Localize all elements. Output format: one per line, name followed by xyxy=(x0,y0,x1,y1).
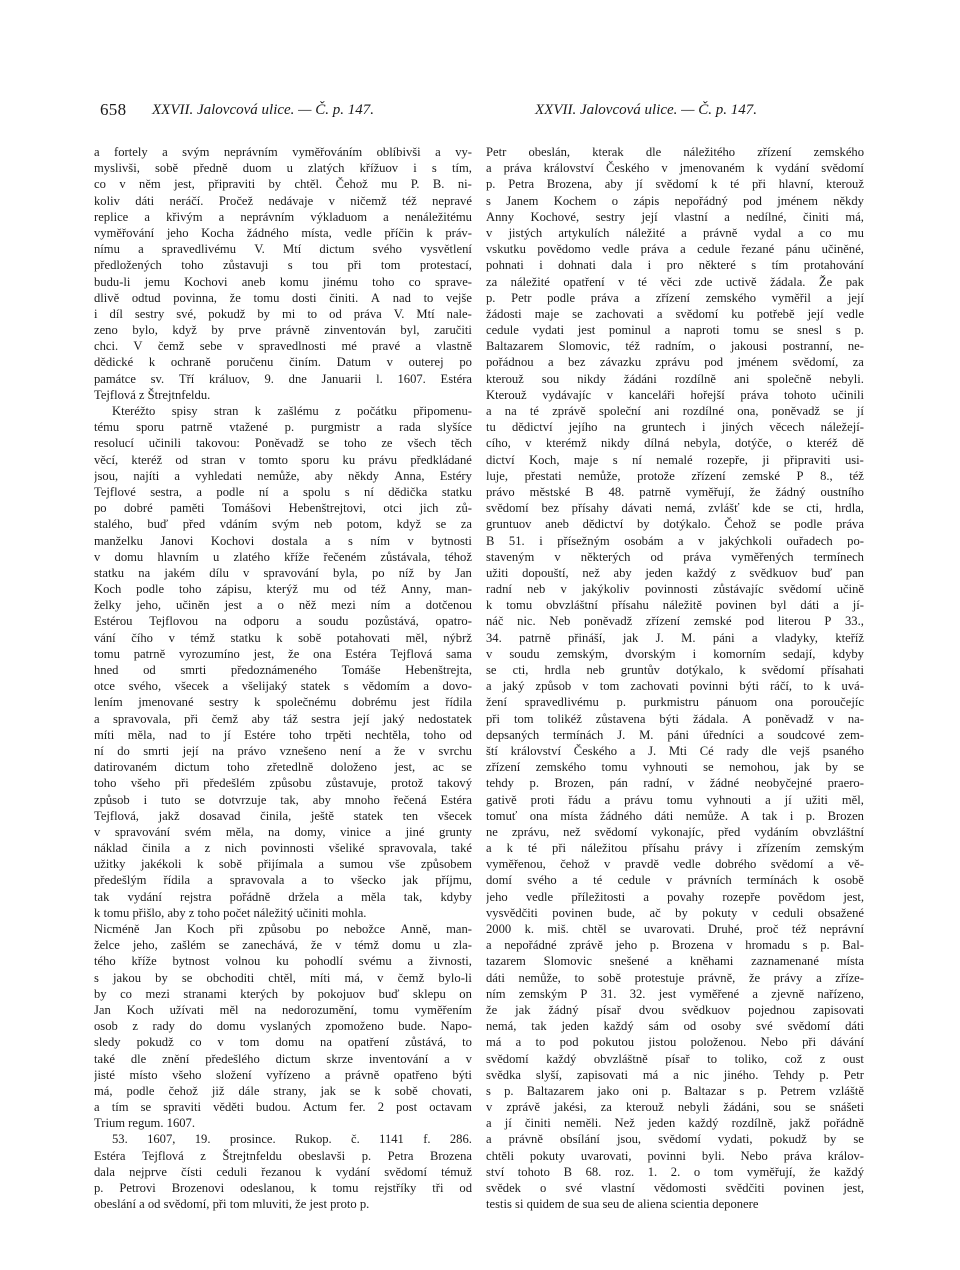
text-line: manželku Janovi Kochovi dostala a s ním v bytnosti xyxy=(94,533,472,548)
text-line: Nicméně Jan Koch při způsobu po nebožce Anně, man- xyxy=(94,922,472,936)
text-line: jisté místo všeho složení vyřízeno a právně opatřeno býti xyxy=(94,1067,472,1082)
text-line: a práva království Českého v jmenovaném k vydání svědomí xyxy=(486,161,864,176)
text-line: želce jeho, zašlém se zanechává, že v témž domu u zla- xyxy=(94,938,472,953)
text-line: 2000 k. miš. chtěl se uvarovati. Druhé, proč též neprávní xyxy=(486,922,864,936)
text-line: dala nejprve čísti ceduli řezanou k vydání svědomí témuž xyxy=(94,1164,472,1179)
running-title-right: XXVII. Jalovcová ulice. — Č. p. 147. xyxy=(535,102,758,118)
text-line: cího, v kterémž nikdy dílná nebyla, dotýče, o kteréž dě xyxy=(486,436,864,451)
text-line: se cti, hrdla neb gruntův dotýkalo, k svědomí přísahati xyxy=(486,663,864,677)
text-line: ství tohoto B 68. roz. 1. 2. o tom vyměřují, že každý xyxy=(486,1164,864,1179)
text-line: 34. patrně přináší, jak J. M. páni a vladyky, kteříž xyxy=(486,630,864,645)
text-line: věcí, kteréž od stran v tomto sporu ku právu předkládané xyxy=(94,452,472,467)
text-line: právo městské B 48. patrně vyměřují, že žádný oustního xyxy=(486,484,864,499)
text-line: Petr obeslán, kterak dle náležitého zřízení zemského xyxy=(486,145,864,159)
text-line: při tom tolikéž zůstavena býti žádala. A poněvadž v na- xyxy=(486,711,864,726)
text-line: žádosti maje se zachovati a svědomí ku potřebě její vedle xyxy=(486,306,864,321)
text-line: kterouž sou nikdy žádáni rozdílně ani společně nebyli. xyxy=(486,371,864,386)
text-line: za náležité opatření v té věci zde uctivě žádala. Že pak xyxy=(486,274,864,289)
text-line: B 51. i přísežným osobám a v jakýchkoli ouřadech po- xyxy=(486,533,864,548)
text-line: žení spravedlivému p. purkmistru pánuom ona poroučejíc xyxy=(486,695,864,710)
text-line: s Janem Kochem o zápis nepořádný pod jménem někdy xyxy=(486,193,864,208)
text-line: tu dědictví jejího na gruntech i jiných věcech náležejí- xyxy=(486,420,864,435)
text-line: po dobré paměti Tomášovi Hebenštrejtovi, otci jich zů- xyxy=(94,501,472,516)
text-line: by co mezi stranami kterých by pokojuov buď sklepu on xyxy=(94,986,472,1001)
text-line: jeho vedle příležitosti a povahy rozepře povědom jest, xyxy=(486,889,864,904)
text-line: tak vydání rejstra pořádně držela a měla tak, kdyby xyxy=(94,889,472,904)
text-line: vskutku povědomo vedle práva a cedule řezané pánu učiněné, xyxy=(486,242,864,257)
text-line: k tomu obvzláštní přísahu náležitě povinen byl dáti a jí- xyxy=(486,598,864,613)
text-line: s p. Baltazarem jako oni p. Baltazar s p. Petrem vzláště xyxy=(486,1083,864,1098)
text-line: zřízení zemského tomu vyhnouti se nemohou, jak by se xyxy=(486,760,864,775)
text-line: užitky jakékoli k sobě přijímala a sumou vše způsobem xyxy=(94,857,472,872)
text-line: Baltazarem Slomovic, též radním, o jakousi postranní, ne- xyxy=(486,339,864,354)
text-line: užiti dopouští, než aby jeden každý z svědkuov buď pan xyxy=(486,565,864,580)
page-header xyxy=(0,100,960,130)
text-line: v domu hlavním u zlatého kříže řečeném zůstávala, téhož xyxy=(94,549,472,564)
text-line: lením jmenované sestry k společnému dobrému jest řídila xyxy=(94,695,472,710)
text-line: svědka slyší, zapisovati má a nic jiného. Tehdy p. Petr xyxy=(486,1067,864,1082)
text-line: nímu a spravedlivému V. Mtí dictum svého vysvětlení xyxy=(94,242,472,257)
text-line: dáti nemůže, to sobě protestuje právně, že právy a zříze- xyxy=(486,970,864,985)
text-line: způsob i tuto se dotvrzuje tak, aby mnoho řečená Estéra xyxy=(94,792,472,807)
text-line: želky jeho, učiněn jest a o něž mezi ním a dotčenou xyxy=(94,598,472,613)
text-line: má a to pod pokutou jistou položenou. Nebo při dávání xyxy=(486,1035,864,1050)
text-line: Estérou Tejflovou na odporu a soudu pozůstává, opatro- xyxy=(94,614,472,629)
text-line: zeno bylo, když by prve právně zinventován byl, zaručiti xyxy=(94,323,472,338)
text-line: a spravovala, při čemž aby táž sestra její jaký nedostatek xyxy=(94,711,472,726)
text-line: Kterouž vydávajíc v kanceláři hořejší práva tohoto učinili xyxy=(486,387,864,402)
text-line: co v něm jest, připraviti by chtěl. Čehož mu P. B. ni- xyxy=(94,177,472,192)
text-line: svědek o své vlastní vědomosti svědčiti povinen jest, xyxy=(486,1181,864,1195)
text-line: statku na jakém dílu v spravování byla, po níž by Jan xyxy=(94,565,472,580)
text-line: Koch podle toho zápisu, kterýž mu od též Anny, man- xyxy=(94,582,472,597)
text-line: nemá, tak jeden každý sám od osoby své svědomí dáti xyxy=(486,1019,864,1034)
text-line: vyměřenou, čehož v pravdě vedle dobrého svědomí a vě- xyxy=(486,857,864,872)
text-line: budu-li jemu Kochovi aneb komu jinému toho co sprave- xyxy=(94,274,472,289)
running-title-left: XXVII. Jalovcová ulice. — Č. p. 147. xyxy=(152,102,375,118)
text-line: že jak žádný písař dvou svědkuov pojednou zapisovati xyxy=(486,1002,864,1017)
text-line: tomu patrně vyrozumíno jest, že ona Estéra Tejflová sama xyxy=(94,646,472,661)
text-line: má, podle čehož již dále strany, jak se k sobě chovati, xyxy=(94,1083,472,1098)
text-line: 53. 1607, 19. prosince. Rukop. č. 1141 f. 286. xyxy=(112,1132,472,1147)
text-line: tému sporu patrně vtažené p. purgmistr a rada slyšíce xyxy=(94,420,472,435)
text-line: Kteréžto spisy stran k zašlému z počátku připomenu- xyxy=(112,404,472,418)
text-line: pořádnou a bez závazku zprávu pod jménem svědomí, za xyxy=(486,355,864,370)
text-line: osob z rady do domu vyslaných zpomoženo bude. Napo- xyxy=(94,1019,472,1034)
text-line: radní neb v jakýkoliv povinnosti zůstávajíc svědomí učině xyxy=(486,582,864,597)
text-line: náklad činila a z nich povinnosti všeliké spravovala, také xyxy=(94,841,472,856)
text-line: míti měla, nad to jí Estére toho trpěti nechtěla, toho od xyxy=(94,727,472,742)
text-line: předešlým řídila a spravovala a to všecko jak příjmu, xyxy=(94,873,472,888)
text-line: svědomí každý obvzláštně písař to toliko, což z oust xyxy=(486,1051,864,1066)
text-line: p. Petrovi Brozenovi odeslanou, k tomu rejstříky tři od xyxy=(94,1181,472,1195)
text-line: vání čího v témž statku k sobě potahovati měl, nýbrž xyxy=(94,630,472,645)
text-line: a na té zprávě společní ani rozdílné ona, poněvadž se jí xyxy=(486,404,864,418)
text-line: replice a křivým a neprávním výkladuom a nenáležitému xyxy=(94,209,472,224)
text-line: tého kříže bytnost volnou ku pohodlí svému a živnosti, xyxy=(94,954,472,969)
text-line: Tejflová, jakž dosavad činila, ještě statek ten všecek xyxy=(94,808,472,823)
text-line: Estéra Tejflová z Štrejtnfeldu obeslavši p. Petra Brozena xyxy=(94,1148,472,1163)
text-line: obeslání a od svědomí, při tom mluviti, že jest proto p. xyxy=(94,1197,370,1212)
text-line: luje, přestati nemůže, protože zřízení zemské P 8., též xyxy=(486,468,864,483)
text-line: a k té při náležitou přísahu právy i zřízením zemským xyxy=(486,841,864,856)
text-line: tomuť ona místa žádného dáti nemůže. A tak i p. Brozen xyxy=(486,808,864,823)
text-line: chtěli pokuty uvarovati, povinni byli. Nebo práva králov- xyxy=(486,1148,864,1163)
text-line: a tím se spraviti věděti budou. Actum fer. 2 post octavam xyxy=(94,1100,472,1115)
text-line: tehdy p. Brozen, pán radní, v žádné neobyčejné praero- xyxy=(486,776,864,791)
text-line: i díl sestry své, pokudž by mi to od práva V. Mtí nale- xyxy=(94,306,472,321)
text-line: resolucí učinili takovou: Poněvadž se toho ze všech těch xyxy=(94,436,472,451)
text-line: v jistých artykulích náležité a právně vydal a co mu xyxy=(486,225,864,240)
text-line: náč nic. Neb poněvadž zřízení zemské pod literou P 33., xyxy=(486,614,864,629)
page-number: 658 xyxy=(100,100,127,119)
text-line: s jakou by se obchoditi chtěl, míti má, v čemž bylo-li xyxy=(94,970,472,985)
text-line: koliv dáti neráčí. Pročež nedávaje v ničemž též nepravé xyxy=(94,193,472,208)
text-line: ním zemským P 31. 32. jest vyměřené a zjevně nařízeno, xyxy=(486,986,864,1001)
text-line: domí svého a té cedule v právních termínách k osobě xyxy=(486,873,864,888)
right-text-column xyxy=(486,144,864,1212)
text-line: a fortely a svým neprávním vyměřováním oblíbivši a vy- xyxy=(94,145,472,159)
text-line: památce sv. Tří králuov, 9. dne Januarii l. 1607. Estéra xyxy=(94,371,472,386)
text-line: pohnati i dohnati dala i pro některé s tím protahování xyxy=(486,258,864,273)
text-line: chci. V čemž sebe v spravedlnosti mé pravé a vlastně xyxy=(94,339,472,354)
text-line: testis si quidem de sua seu de aliena scientia deponere xyxy=(486,1197,759,1212)
text-line: dlivě odtud povinna, že tomu dosti činiti. A nad to vejše xyxy=(94,290,472,305)
text-line: Trium regum. 1607. xyxy=(94,1116,195,1131)
text-line: Anny Kochové, sestry její vlastní a nedílné, činiti má, xyxy=(486,209,864,224)
text-line: sledy pokudž co v tom domu na opatření zůstává, to xyxy=(94,1035,472,1050)
text-line: předložených toho zůstavuji s tou při tom protestací, xyxy=(94,258,472,273)
text-line: Tejflové sestra, a podle ní a spolu s ní dědička statku xyxy=(94,484,472,499)
text-line: staveným v některých od práva vyměřených termínech xyxy=(486,549,864,564)
text-line: vyměřování jeho Kocha žádného místa, vedle příčin k práv- xyxy=(94,225,472,240)
text-line: toho všeho při předešlém způsobu zůstavuje, protož takový xyxy=(94,776,472,791)
text-line: ští království Českého a J. Mti Cé rady dle vejš psaného xyxy=(486,743,864,758)
text-line: Tejflová z Štrejtnfeldu. xyxy=(94,387,211,402)
text-line: dictví Koch, maje s ní nemalé rozepře, ji připraviti usi- xyxy=(486,452,864,467)
text-line: k tomu přišlo, aby z toho počet náležitý učiniti mohla. xyxy=(94,905,367,920)
text-line: depsaných termínách J. M. páni úředníci a soudcové zem- xyxy=(486,727,864,742)
text-line: a jaký způsob v tom zachovati povinni býti ráčí, to k uvá- xyxy=(486,679,864,694)
text-line: myslivši, sobě předně duom u zlatých křížuov i s tím, xyxy=(94,161,472,176)
text-line: také dle znění předešlého dictum skrze inventování a v xyxy=(94,1051,472,1066)
text-line: gativě proti řádu a právu tomu vyhnouti a jí užiti měl, xyxy=(486,792,864,807)
text-line: p. Petra Brozena, aby jí svědomí k té při hlavní, kterouž xyxy=(486,177,864,192)
text-line: ne zprávu, než svědomí vykonajíc, před vydáním obvzláštní xyxy=(486,824,864,839)
text-line: stalého, buď před vdáním svým neb potom, když se za xyxy=(94,517,472,532)
text-line: datirovaném dictum toho zřetedlně doloženo jest, ac se xyxy=(94,760,472,775)
text-line: cedule vydati jest pominul a naproti tomu se snesl s p. xyxy=(486,323,864,338)
text-line: tazarem Slomovic snešené a kněhami zaznamenané místa xyxy=(486,954,864,969)
text-line: otce svého, všecek a všelijaký statek s vědomím a dovo- xyxy=(94,679,472,694)
text-line: dědické k ochraně poručenu činím. Datum v outerej po xyxy=(94,355,472,370)
text-line: gruntuov aneb dědictví by dotýkalo. Čehož se podle práva xyxy=(486,517,864,532)
text-line: v zprávě jakési, za kterouž nebyli žádáni, sou se snášeti xyxy=(486,1100,864,1115)
text-line: hned od smrti předoznámeného Tomáše Hebenštrejta, xyxy=(94,663,472,677)
text-line: v soudu zemským, dvorským i komorním sedají, kdyby xyxy=(486,646,864,661)
text-line: a jí činiti neměli. Než jeden každý rozdílně, jakž pořádně xyxy=(486,1116,864,1131)
text-line: Jan Koch užívati měl na nedorozumění, tomu vyměřením xyxy=(94,1002,472,1017)
text-line: svědomí bez přísahy dávati nemá, zvlášť kde se cti, hrdla, xyxy=(486,501,864,516)
text-line: p. Petr podle práva a zřízení zemského vyměřil a její xyxy=(486,290,864,305)
text-line: ní do smrti její na právo vznešeno není a že v svrchu xyxy=(94,743,472,758)
text-line: v spravování svém měla, na domy, vinice a jiné grunty xyxy=(94,824,472,839)
left-text-column xyxy=(94,144,472,1212)
text-line: jsou, najíti a vyhledati nemůže, aby někdy Anna, Estéry xyxy=(94,468,472,483)
text-line: vysvědčiti povinen bude, ač by pokuty v ceduli obsažené xyxy=(486,905,864,920)
text-line: a právně obsílání jsou, svědomí vydati, pokudž by se xyxy=(486,1132,864,1147)
text-line: a nepořádné zprávě jeho p. Brozena v hromadu s p. Bal- xyxy=(486,938,864,953)
